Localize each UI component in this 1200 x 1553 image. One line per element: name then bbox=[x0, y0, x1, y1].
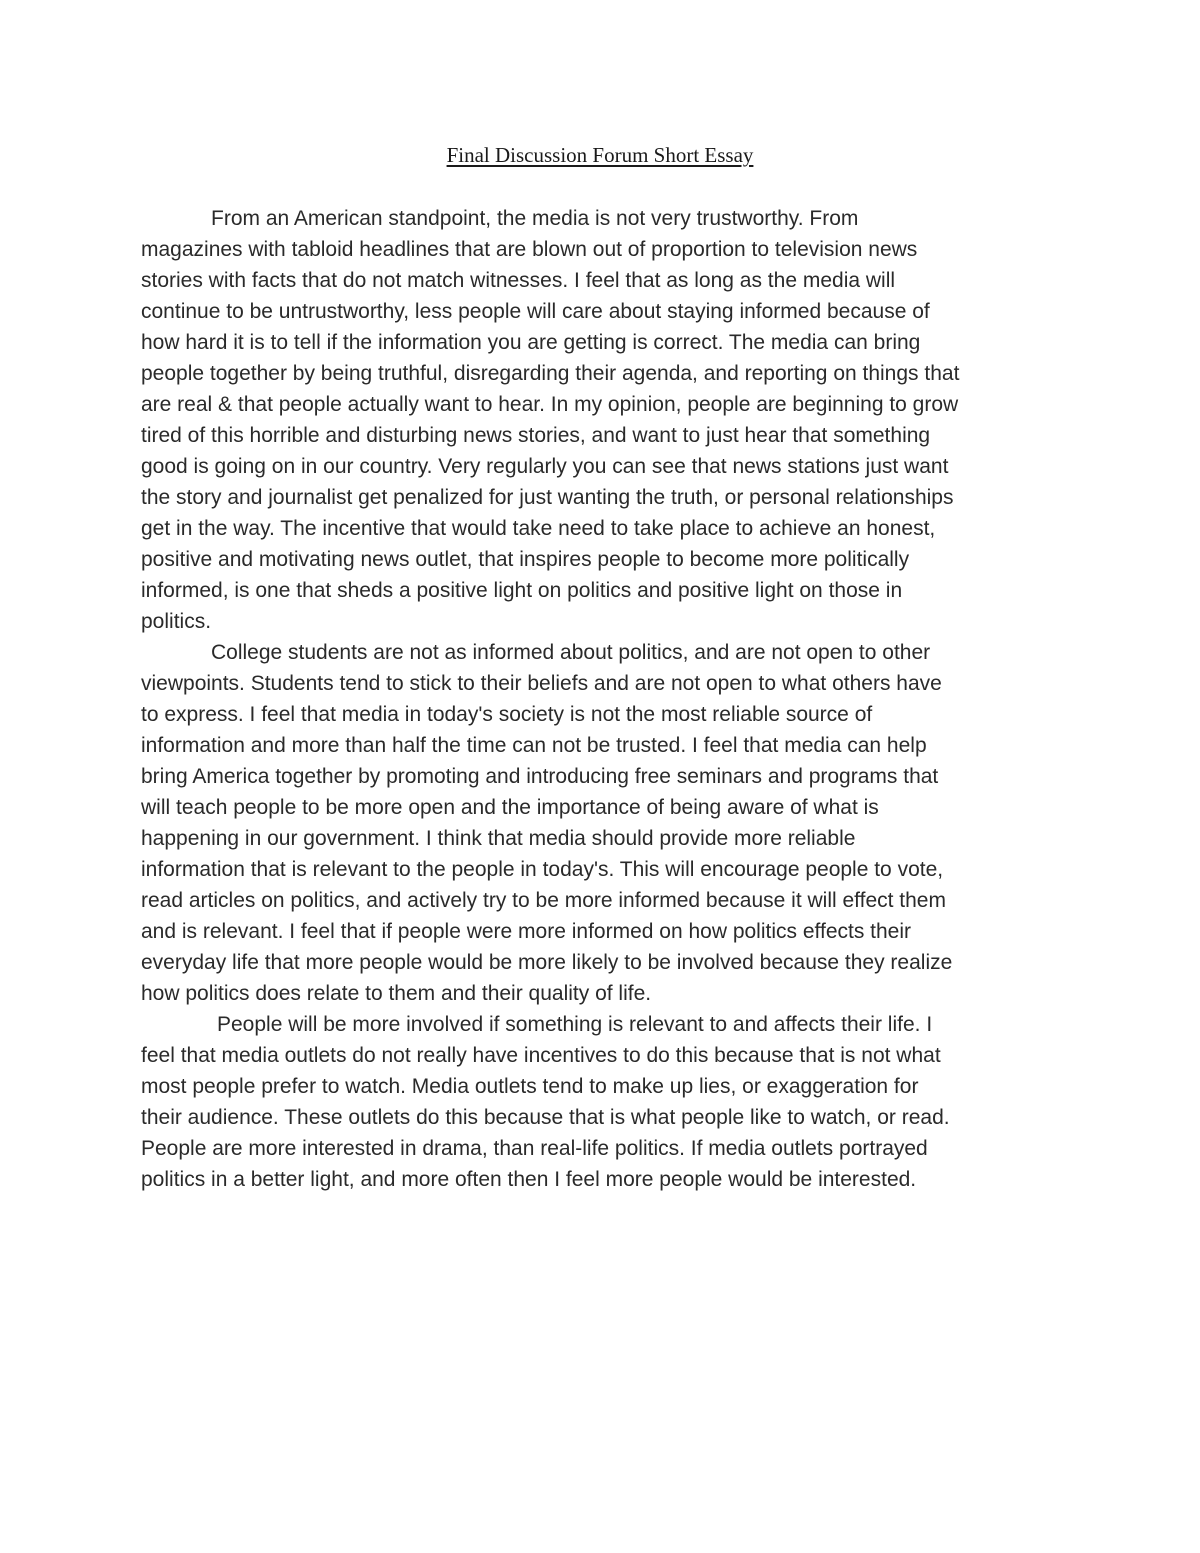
paragraph-1-line-5: how hard it is to tell if the information you are getting is correct. The media can bring bbox=[141, 331, 921, 354]
paragraph-1-line-2: magazines with tabloid headlines that are blown out of proportion to television news bbox=[141, 238, 918, 261]
essay-body bbox=[141, 203, 1081, 1195]
paragraph-2-line-6: will teach people to be more open and the importance of being aware of what is bbox=[141, 796, 879, 819]
paragraph-1-line-9: good is going on in our country. Very regularly you can see that news stations just want bbox=[141, 455, 949, 478]
paragraph-1-line-8: tired of this horrible and disturbing news stories, and want to just hear that something bbox=[141, 424, 931, 447]
paragraph-2-line-4: information and more than half the time can not be trusted. I feel that media can help bbox=[141, 734, 927, 757]
paragraph-1-line-12: positive and motivating news outlet, that inspires people to become more politically bbox=[141, 548, 910, 571]
paragraph-2-line-8: information that is relevant to the people in today's. This will encourage people to vote, bbox=[141, 858, 944, 881]
paragraph-1-line-14: politics. bbox=[141, 610, 212, 633]
paragraph-1-line-6: people together by being truthful, disregarding their agenda, and reporting on things that bbox=[141, 362, 960, 385]
paragraph-2-line-10: and is relevant. I feel that if people were more informed on how politics effects their bbox=[141, 920, 912, 943]
paragraph-1-line-7: are real & that people actually want to hear. In my opinion, people are beginning to grow bbox=[141, 393, 959, 416]
paragraph-1-line-1: From an American standpoint, the media is not very trustworthy. From bbox=[211, 207, 859, 230]
paragraph-3-line-3: most people prefer to watch. Media outlets tend to make up lies, or exaggeration for bbox=[141, 1075, 919, 1098]
paragraph-2-line-2: viewpoints. Students tend to stick to their beliefs and are not open to what others have bbox=[141, 672, 942, 695]
paragraph-2-line-1: College students are not as informed about politics, and are not open to other bbox=[211, 641, 931, 664]
paragraph-2-line-7: happening in our government. I think that media should provide more reliable bbox=[141, 827, 856, 850]
paragraph-2-line-12: how politics does relate to them and their quality of life. bbox=[141, 982, 652, 1005]
paragraph-3-line-2: feel that media outlets do not really have incentives to do this because that is not what bbox=[141, 1044, 941, 1067]
essay-title: Final Discussion Forum Short Essay bbox=[446, 143, 754, 167]
paragraph-3-line-4: their audience. These outlets do this because that is what people like to watch, or read. bbox=[141, 1106, 950, 1129]
paragraph-2-line-3: to express. I feel that media in today's society is not the most reliable source of bbox=[141, 703, 873, 726]
paragraph-3-line-5: People are more interested in drama, than real-life politics. If media outlets portrayed bbox=[141, 1137, 928, 1160]
paragraph-2-line-11: everyday life that more people would be more likely to be involved because they realize bbox=[141, 951, 953, 974]
paragraph-1-line-3: stories with facts that do not match witnesses. I feel that as long as the media will bbox=[141, 269, 896, 292]
paragraph-1-line-11: get in the way. The incentive that would take need to take place to achieve an honest, bbox=[141, 517, 936, 540]
paragraph-1-line-10: the story and journalist get penalized for just wanting the truth, or personal relationships bbox=[141, 486, 954, 509]
paragraph-1-line-4: continue to be untrustworthy, less people will care about staying informed because of bbox=[141, 300, 930, 323]
paragraph-3-line-6: politics in a better light, and more often then I feel more people would be interested. bbox=[141, 1168, 917, 1191]
paragraph-2-line-9: read articles on politics, and actively try to be more informed because it will effect them bbox=[141, 889, 946, 912]
paragraph-3-line-1: People will be more involved if something is relevant to and affects their life. I bbox=[217, 1013, 933, 1036]
paragraph-1-line-13: informed, is one that sheds a positive light on politics and positive light on those in bbox=[141, 579, 903, 602]
paragraph-2-line-5: bring America together by promoting and introducing free seminars and programs that bbox=[141, 765, 939, 788]
